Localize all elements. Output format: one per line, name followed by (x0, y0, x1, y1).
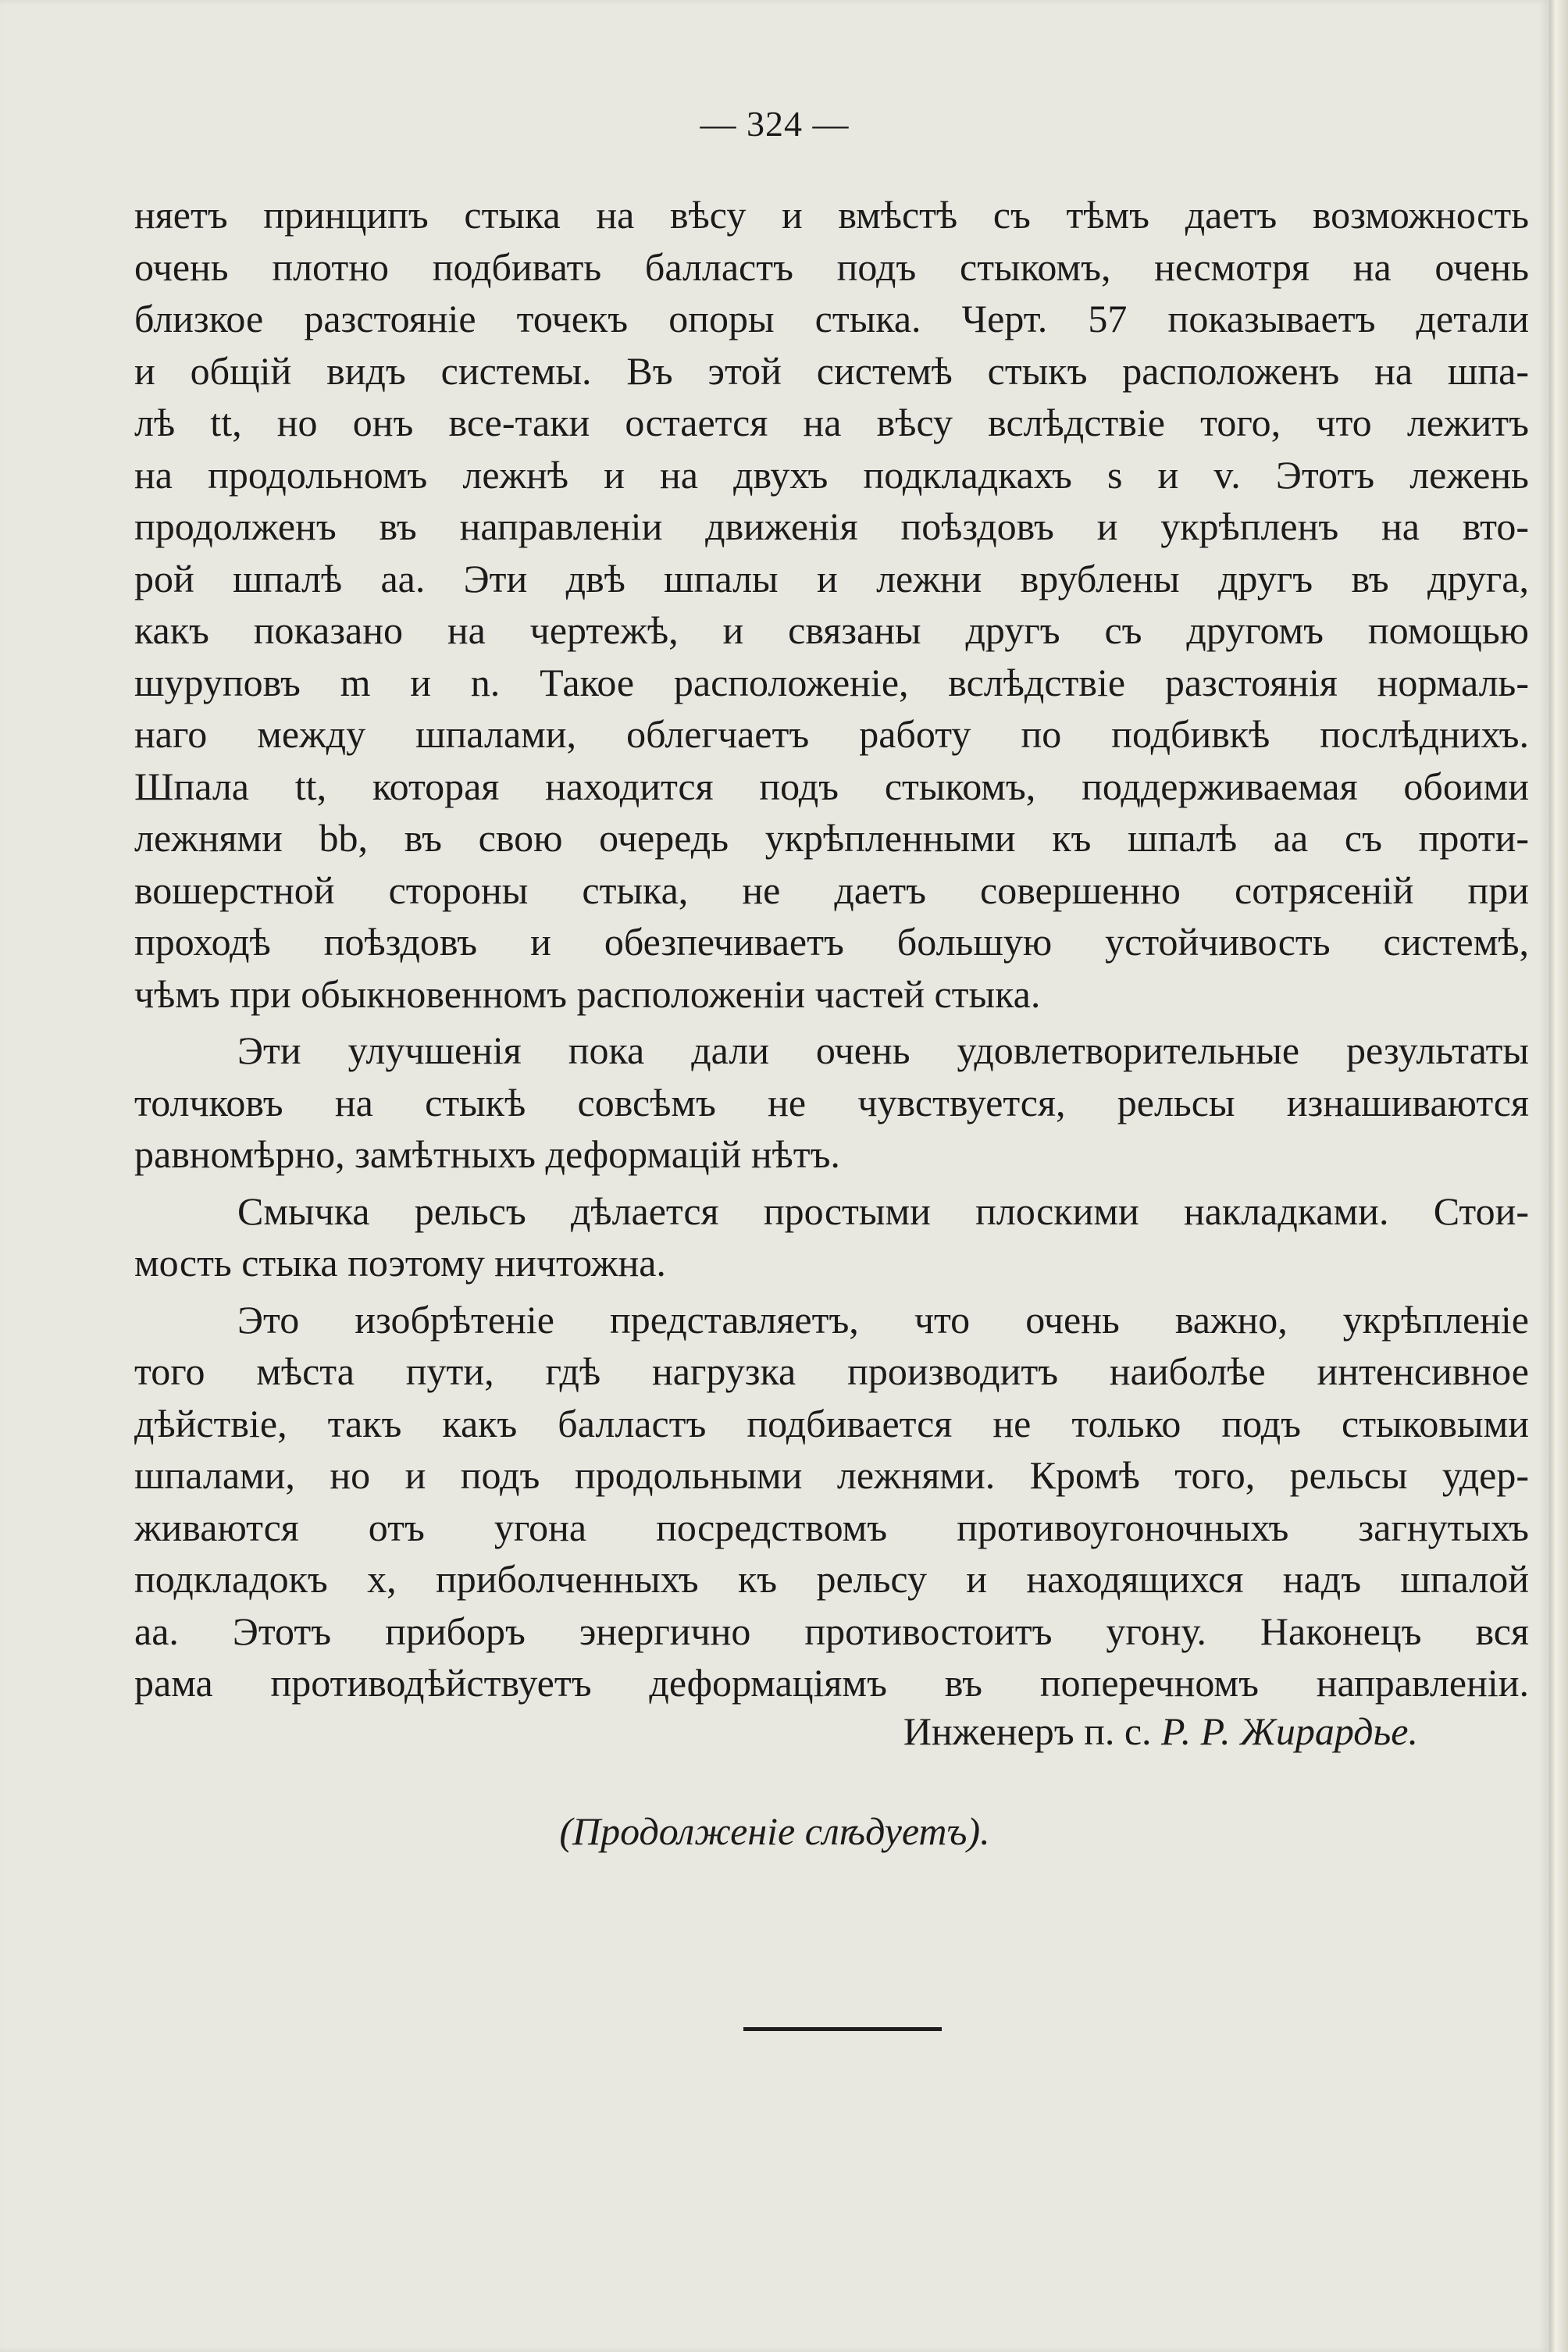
text-line: рама противодѣйствуетъ деформаціямъ въ поперечномъ направленіи. (134, 1661, 1529, 1705)
text-line: шпалами, но и подъ продольными лежнями. Кромѣ того, рельсы удер- (134, 1453, 1529, 1497)
author-signature (903, 1709, 1418, 1754)
text-line: Эти улучшенія пока дали очень удовлетворительные результаты (237, 1028, 1529, 1072)
paragraph (134, 1294, 1529, 1709)
text-line: наго между шпалами, облегчаетъ работу по подбивкѣ послѣднихъ. (134, 712, 1529, 756)
continuation-note: (Продолженіе слѣдуетъ). (559, 1809, 990, 1853)
text-line: лежнями bb, въ свою очередь укрѣпленными къ шпалѣ аа съ проти- (134, 816, 1529, 860)
text-line: подкладокъ x, приболченныхъ къ рельсу и находящихся надъ шпалой (134, 1557, 1529, 1601)
text-line: равномѣрно, замѣтныхъ деформацій нѣтъ. (134, 1132, 840, 1176)
page-edge (1549, 0, 1568, 2352)
text-line: чѣмъ при обыкновенномъ расположеніи частей стыка. (134, 971, 1041, 1016)
text-line: няетъ принципъ стыка на вѣсу и вмѣстѣ съ тѣмъ даетъ возможность (134, 193, 1529, 237)
text-line: толчковъ на стыкѣ совсѣмъ не чувствуется, рельсы изнашиваются (134, 1080, 1529, 1124)
text-line: очень плотно подбивать балластъ подъ стыкомъ, несмотря на очень (134, 244, 1529, 289)
text-line: дѣйствіе, такъ какъ балластъ подбивается не только подъ стыковыми (134, 1401, 1529, 1445)
author-name: Р. Р. Жирардье. (1161, 1709, 1418, 1753)
page-number: — 324 — (700, 104, 850, 144)
text-line: какъ показано на чертежѣ, и связаны другъ съ другомъ помощью (134, 608, 1529, 652)
text-line: шуруповъ m и n. Такое расположеніе, вслѣдствіе разстоянія нормаль- (134, 660, 1529, 704)
paragraph (134, 1025, 1529, 1181)
text-line: продолженъ въ направленіи движенія поѣздовъ и укрѣпленъ на вто- (134, 504, 1529, 548)
text-line: вошерстной стороны стыка, не даетъ совершенно сотрясеній при (134, 868, 1529, 912)
paragraph (134, 1185, 1529, 1289)
text-line: Это изобрѣтеніе представляетъ, что очень важно, укрѣпленіе (237, 1297, 1529, 1342)
text-line: того мѣста пути, гдѣ нагрузка производитъ наиболѣе интенсивное (134, 1349, 1529, 1393)
text-line: близкое разстояніе точекъ опоры стыка. Черт. 57 показываетъ детали (134, 297, 1529, 340)
text-line: мость стыка поэтому ничтожна. (134, 1241, 666, 1285)
text-line: проходѣ поѣздовъ и обезпечиваетъ большую устойчивость системѣ, (134, 920, 1529, 964)
text-line: живаются отъ угона посредствомъ противоугоночныхъ загнутыхъ (134, 1505, 1529, 1549)
text-line: рой шпалѣ аа. Эти двѣ шпалы и лежни врублены другъ въ друга, (134, 556, 1529, 600)
author-title: Инженеръ п. с. (903, 1709, 1152, 1753)
text-line: Смычка рельсъ дѣлается простыми плоскими накладками. Стои- (237, 1188, 1529, 1233)
text-line: и общій видъ системы. Въ этой системѣ стыкъ расположенъ на шпа- (134, 348, 1529, 393)
paragraph (134, 189, 1529, 1020)
text-line: аа. Этотъ приборъ энергично противостоитъ угону. Наконецъ вся (134, 1609, 1529, 1653)
text-line: лѣ tt, но онъ все-таки остается на вѣсу вслѣдствіе того, что лежитъ (134, 401, 1529, 444)
text-line: Шпала tt, которая находится подъ стыкомъ, поддерживаемая обоими (134, 764, 1529, 808)
text-line: на продольномъ лежнѣ и на двухъ подкладкахъ s и v. Этотъ лежень (134, 452, 1529, 497)
article-body (134, 189, 1529, 1709)
section-end-rule (743, 2027, 942, 2031)
